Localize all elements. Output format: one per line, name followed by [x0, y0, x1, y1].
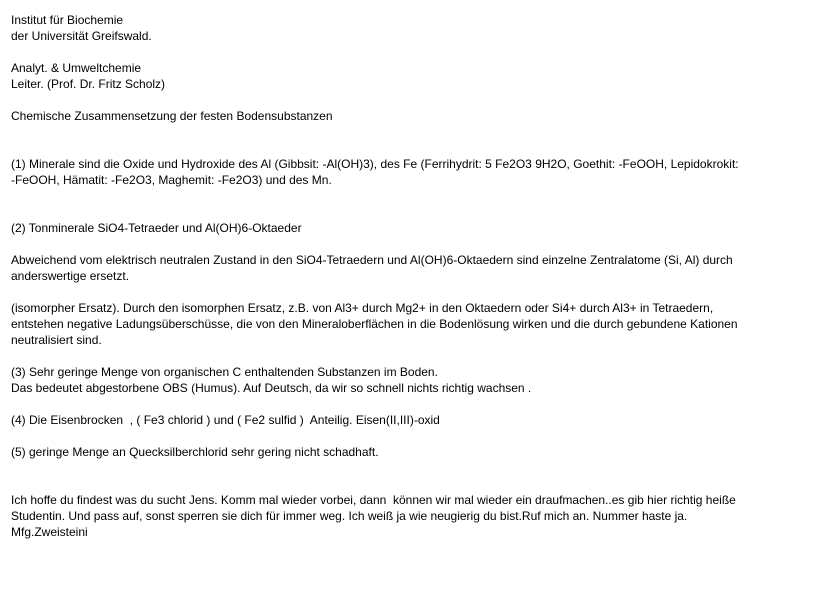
section-2-paragraph-1-line-1: Abweichend vom elektrisch neutralen Zustand in den SiO4-Tetraedern und Al(OH)6-Oktaedern sind einzelne Zentralatome (Si, Al) durch: [11, 253, 733, 267]
section-1-line-2: -FeOOH, Hämatit: -Fe2O3, Maghemit: -Fe2O3) und des Mn.: [11, 173, 332, 187]
institute-name: Institut für Biochemie: [11, 13, 124, 27]
document-title: Chemische Zusammensetzung der festen Bodensubstanzen: [11, 109, 333, 123]
document-body: [11, 12, 811, 540]
section-2-paragraph-2-line-2: entstehen negative Ladungsüberschüsse, die von den Mineraloberflächen in die Bodenlösung wirken und die durch gebundene Kationen: [11, 317, 738, 331]
university-name: der Universität Greifswald.: [11, 29, 152, 43]
personal-note-line-1: Ich hoffe du findest was du sucht Jens. Komm mal wieder vorbei, dann können wir mal wieder ein draufmachen..es gib hier richtig heiße: [11, 493, 736, 507]
section-1-line-1: (1) Minerale sind die Oxide und Hydroxide des Al (Gibbsit: -Al(OH)3), des Fe (Ferrihydrit: 5 Fe2O3 9H2O, Goethit: -FeOOH, Lepidokrokit:: [11, 157, 739, 171]
section-2-title: (2) Tonminerale SiO4-Tetraeder und Al(OH)6-Oktaeder: [11, 221, 302, 235]
section-2-paragraph-1-line-2: anderswertige ersetzt.: [11, 269, 130, 283]
section-4: (4) Die Eisenbrocken , ( Fe3 chlorid ) und ( Fe2 sulfid ) Anteilig. Eisen(II,III)-oxid: [11, 413, 440, 427]
signature: Mfg.Zweisteini: [11, 525, 88, 539]
section-3-line-2: Das bedeutet abgestorbene OBS (Humus). Auf Deutsch, da wir so schnell nichts richtig wachsen .: [11, 381, 532, 395]
section-5: (5) geringe Menge an Quecksilberchlorid sehr gering nicht schadhaft.: [11, 445, 379, 459]
section-2-paragraph-2-line-3: neutralisiert sind.: [11, 333, 102, 347]
personal-note-line-2: Studentin. Und pass auf, sonst sperren sie dich für immer weg. Ich weiß ja wie neugierig du bist.Ruf mich an. Nummer haste ja.: [11, 509, 688, 523]
section-2-paragraph-2-line-1: (isomorpher Ersatz). Durch den isomorphen Ersatz, z.B. von Al3+ durch Mg2+ in den Oktaedern oder Si4+ durch Al3+ in Tetraedern,: [11, 301, 714, 315]
department-leader: Leiter. (Prof. Dr. Fritz Scholz): [11, 77, 166, 91]
department-name: Analyt. & Umweltchemie: [11, 61, 142, 75]
section-3-line-1: (3) Sehr geringe Menge von organischen C enthaltenden Substanzen im Boden.: [11, 365, 438, 379]
